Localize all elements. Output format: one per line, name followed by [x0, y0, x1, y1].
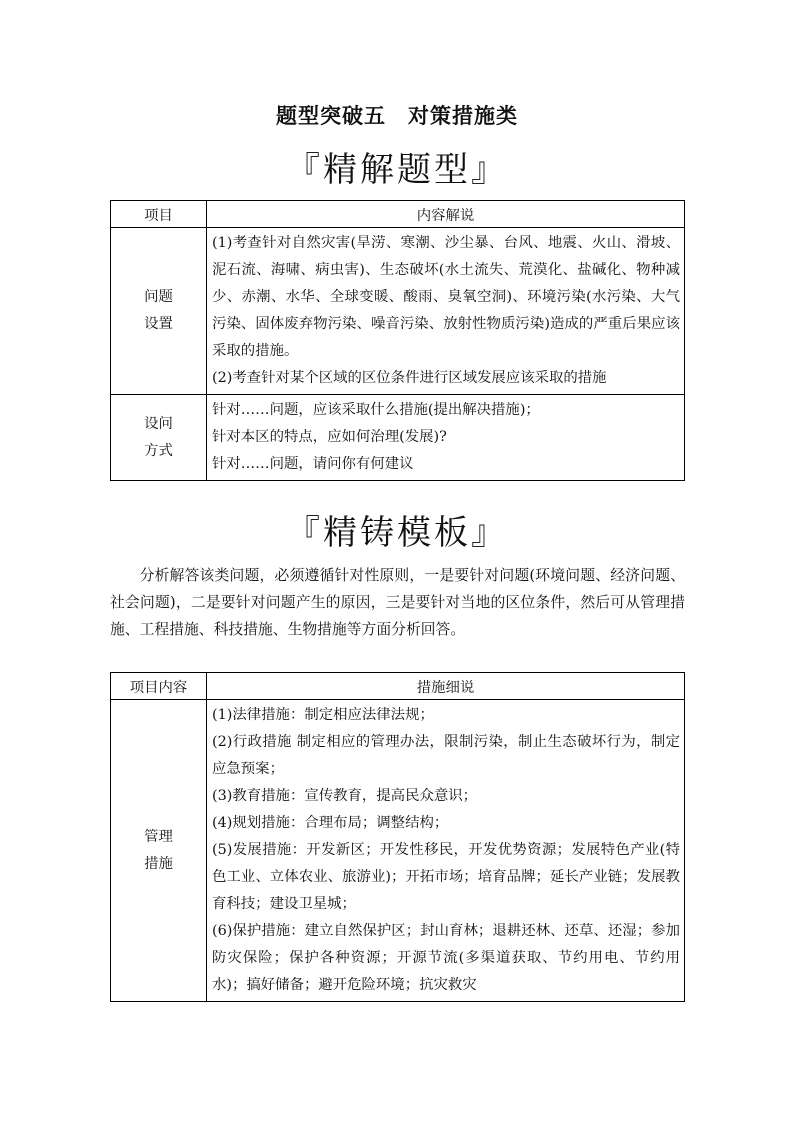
row-content [207, 395, 685, 481]
row-content [207, 700, 685, 1002]
banner-close-bracket: 』 [471, 513, 508, 553]
content-line: (2)行政措施 制定相应的管理办法，限制污染，制止生态破坏行为，制定应急预案； [212, 734, 680, 777]
content-line: 针对……问题，请问你有何建议 [212, 456, 414, 472]
content-line: (1)法律措施：制定相应法律法规； [212, 707, 434, 723]
table-header-row [111, 201, 685, 228]
analysis-paragraph: 分析解答该类问题，必须遵循针对性原则，一是要针对问题(环境问题、经济问题、社会问题)，二是要针对问题产生的原因，三是要针对当地的区位条件，然后可从管理措施、工程措施、科技措施、生物措施等方面分析回答。 [110, 567, 685, 638]
content-line: 针对本区的特点，应如何治理(发展)? [212, 429, 447, 445]
row-label: 问题 设置 [111, 228, 207, 395]
row-label: 设问 方式 [111, 395, 207, 481]
section-banner-jingjie [0, 142, 794, 191]
content-line: (1)考查针对自然灾害(旱涝、寒潮、沙尘暴、台风、地震、火山、滑坡、泥石流、海啸、病虫害)、生态破坏(水土流失、荒漠化、盐碱化、物种减少、赤潮、水华、全球变暖、酸雨、臭氧空洞)、环境污染(水污染、大气污染、固体废弃物污染、噪音污染、放射性物质污染)造成的严重后果应该采取的措施。 [212, 235, 680, 359]
content-line: (5)发展措施：开发新区；开发性移民，开发优势资源；发展特色产业(特色工业、立体农业、旅游业)；开拓市场；培育品牌；延长产业链；发展教育科技；建设卫星城； [212, 842, 680, 912]
header-cell-content: 措施细说 [207, 673, 685, 700]
table-row [111, 228, 685, 395]
banner-open-bracket: 『 [286, 513, 323, 553]
banner-text: 精解题型 [323, 150, 471, 190]
table-row [111, 395, 685, 481]
header-cell-content: 内容解说 [207, 201, 685, 228]
banner-open-bracket: 『 [286, 150, 323, 190]
table-header-row [111, 673, 685, 700]
banner-close-bracket: 』 [471, 150, 508, 190]
section-banner-jingzhu [0, 505, 794, 554]
question-type-table [110, 200, 685, 481]
content-line: 针对……问题，应该采取什么措施(提出解决措施)； [212, 402, 540, 418]
row-label: 管理 措施 [111, 700, 207, 1002]
header-cell-item: 项目内容 [111, 673, 207, 700]
header-cell-item: 项目 [111, 201, 207, 228]
content-line: (2)考查针对某个区域的区位条件进行区域发展应该采取的措施 [212, 370, 607, 386]
content-line: (6)保护措施：建立自然保护区；封山育林；退耕还林、还草、还湿；参加防灾保险；保护各种资源；开源节流(多渠道获取、节约用电、节约用水)；搞好储备；避开危险环境；抗灾救灾 [212, 923, 680, 993]
content-line: (3)教育措施：宣传教育，提高民众意识； [212, 788, 478, 804]
banner-text: 精铸模板 [323, 513, 471, 553]
table-row [111, 700, 685, 1002]
measures-table [110, 672, 685, 1002]
row-content [207, 228, 685, 395]
page-title: 题型突破五 对策措施类 [276, 104, 518, 128]
content-line: (4)规划措施：合理布局；调整结构； [212, 815, 449, 831]
